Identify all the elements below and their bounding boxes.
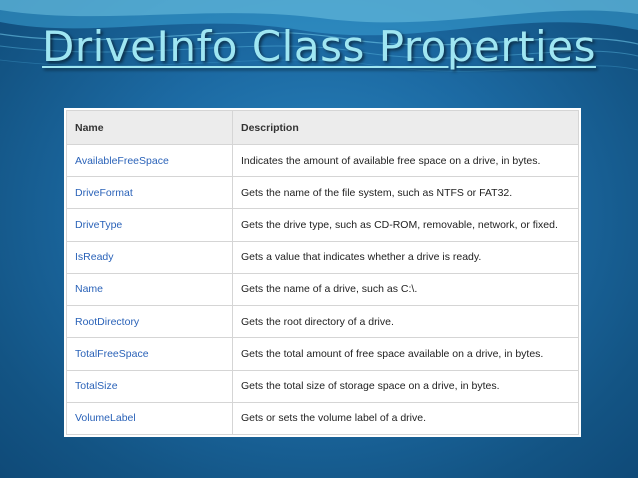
table-row bbox=[67, 338, 579, 370]
column-header-description: Description bbox=[233, 111, 579, 145]
property-link-rootdirectory[interactable]: RootDirectory bbox=[75, 315, 140, 328]
property-description: Gets the root directory of a drive. bbox=[233, 306, 579, 338]
table-row bbox=[67, 370, 579, 402]
column-header-name: Name bbox=[67, 111, 233, 145]
property-link-drivetype[interactable]: DriveType bbox=[75, 219, 123, 232]
property-description: Gets the name of a drive, such as C:\. bbox=[233, 273, 579, 305]
property-link-totalsize[interactable]: TotalSize bbox=[75, 380, 118, 393]
property-description: Gets or sets the volume label of a drive. bbox=[233, 402, 579, 434]
properties-table bbox=[66, 110, 579, 435]
property-description: Gets a value that indicates whether a drive is ready. bbox=[233, 241, 579, 273]
table-row bbox=[67, 273, 579, 305]
property-link-volumelabel[interactable]: VolumeLabel bbox=[75, 412, 136, 425]
table-row bbox=[67, 241, 579, 273]
property-description: Gets the total amount of free space available on a drive, in bytes. bbox=[233, 338, 579, 370]
property-link-totalfreespace[interactable]: TotalFreeSpace bbox=[75, 347, 149, 360]
table-row bbox=[67, 177, 579, 209]
property-description: Gets the total size of storage space on a drive, in bytes. bbox=[233, 370, 579, 402]
property-description: Gets the drive type, such as CD-ROM, removable, network, or fixed. bbox=[233, 209, 579, 241]
property-link-availablefreespace[interactable]: AvailableFreeSpace bbox=[75, 154, 169, 167]
table-header-row bbox=[67, 111, 579, 145]
table-row bbox=[67, 306, 579, 338]
property-description: Gets the name of the file system, such as NTFS or FAT32. bbox=[233, 177, 579, 209]
property-description: Indicates the amount of available free space on a drive, in bytes. bbox=[233, 145, 579, 177]
property-link-driveformat[interactable]: DriveFormat bbox=[75, 186, 133, 199]
property-link-name[interactable]: Name bbox=[75, 283, 104, 296]
properties-table-card bbox=[64, 108, 581, 437]
table-row bbox=[67, 145, 579, 177]
table-row bbox=[67, 402, 579, 434]
property-link-isready[interactable]: IsReady bbox=[75, 251, 114, 264]
slide-title: DriveInfo Class Properties bbox=[42, 22, 596, 71]
table-row bbox=[67, 209, 579, 241]
